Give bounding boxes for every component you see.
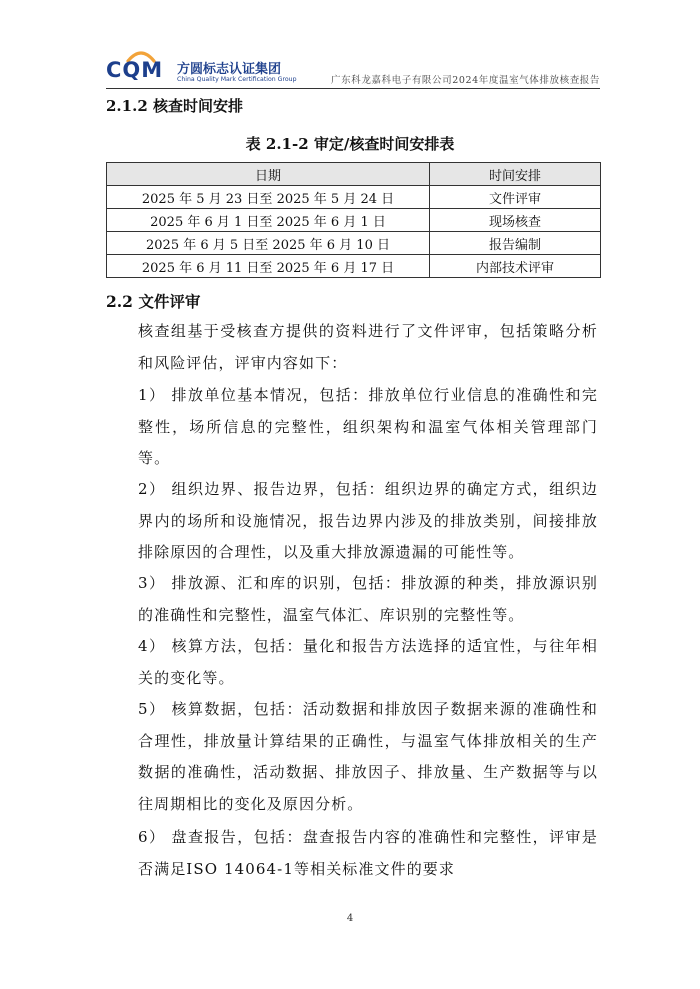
page-number: 4 [346,913,354,924]
section-heading-2-2: 2.2 文件评审 [106,292,201,311]
table-header-row [107,163,601,186]
header-divider [106,88,600,89]
table-cell-arrangement: 报告编制 [430,232,601,255]
table-cell-date: 2025 年 6 月 5 日至 2025 年 6 月 10 日 [107,232,430,255]
column-header-arrangement: 时间安排 [430,163,601,186]
table-cell-date: 2025 年 6 月 11 日至 2025 年 6 月 17 日 [107,255,430,278]
paragraph-intro: 核查组基于受核查方提供的资料进行了文件评审，包括策略分析和风险评估，评审内容如下： [138,322,598,372]
paragraph-item-2: 2） 组织边界、报告边界，包括：组织边界的确定方式，组织边界内的场所和设施情况，报告边界内涉及的排放类别，间接排放排除原因的合理性，以及重大排放源遗漏的可能性等。 [138,480,598,562]
logo-chinese-name: 方圆标志认证集团 [177,62,282,77]
table-row [107,209,601,232]
table-cell-arrangement: 内部技术评审 [430,255,601,278]
paragraph-item-5: 5） 核算数据，包括：活动数据和排放因子数据来源的准确性和合理性，排放量计算结果的正确性，与温室气体排放相关的生产数据的准确性，活动数据、排放因子、排放量、生产数据等与以往周期相比的变化及原因分析。 [138,700,598,813]
logo-mark: CQM [106,58,164,82]
table-cell-arrangement: 文件评审 [430,186,601,209]
schedule-table [106,162,601,278]
table-row [107,186,601,209]
table-caption: 表 2.1-2 审定/核查时间安排表 [245,135,455,153]
table-cell-arrangement: 现场核查 [430,209,601,232]
paragraph-item-1: 1） 排放单位基本情况，包括：排放单位行业信息的准确性和完整性，场所信息的完整性，组织架构和温室气体相关管理部门等。 [138,386,598,468]
logo-english-name: China Quality Mark Certification Group [177,76,297,83]
column-header-date: 日期 [107,163,430,186]
header-report-title: 广东科龙嘉科电子有限公司2024年度温室气体排放核查报告 [331,75,600,86]
table-cell-date: 2025 年 5 月 23 日至 2025 年 5 月 24 日 [107,186,430,209]
table-cell-date: 2025 年 6 月 1 日至 2025 年 6 月 1 日 [107,209,430,232]
table-row [107,255,601,278]
paragraph-item-3: 3） 排放源、汇和库的识别，包括：排放源的种类，排放源识别的准确性和完整性，温室气体汇、库识别的完整性等。 [138,574,598,624]
page-header [106,50,600,86]
paragraph-item-6: 6） 盘查报告，包括：盘查报告内容的准确性和完整性，评审是否满足ISO 14064-1等相关标准文件的要求 [138,828,598,878]
table-row [107,232,601,255]
section-heading-2-1-2: 2.1.2 核查时间安排 [106,97,243,115]
paragraph-item-4: 4） 核算方法，包括：量化和报告方法选择的适宜性，与往年相关的变化等。 [138,637,598,687]
